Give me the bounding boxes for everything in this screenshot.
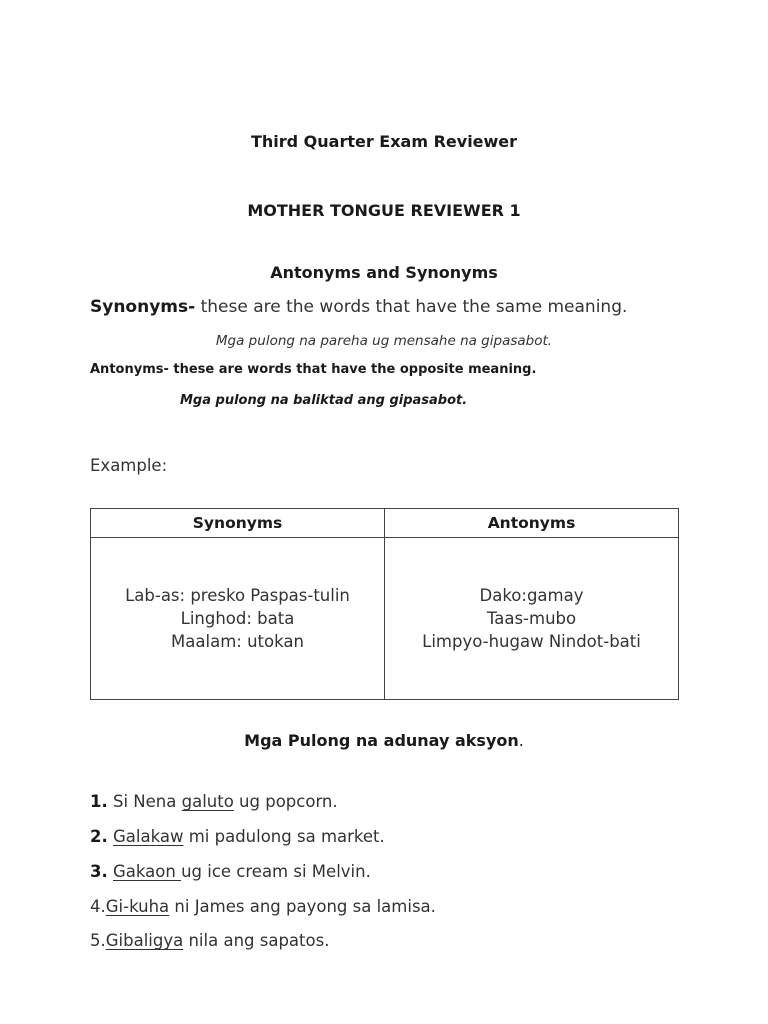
action-word: Gakaon [113,862,182,881]
list-item [90,931,329,950]
item-text: Si Nena [107,792,182,811]
item-text: ni James ang payong sa lamisa. [169,897,436,916]
item-number: 1. [90,792,108,811]
topic-title: Antonyms and Synonyms [270,263,498,282]
synonyms-term: Synonyms- [90,297,196,317]
example-label: Example: [90,456,168,475]
item-text: mi padulong sa market. [183,827,385,846]
list-item [90,827,385,846]
item-text: ug ice cream si Melvin. [181,862,371,881]
item-number: 3. [90,862,108,881]
list-item [90,862,371,881]
synonyms-translation: Mga pulong na pareha ug mensahe na gipasabot. [215,333,553,349]
item-text: nila ang sapatos. [183,931,330,950]
list-item [90,897,436,916]
antonym-pair: Dako:gamay [479,586,584,605]
document-title: Third Quarter Exam Reviewer [250,132,518,151]
table-header-synonyms: Synonyms [91,509,385,538]
synonym-pair: Lab-as: presko Paspas-tulin [125,586,350,605]
item-number: 2. [90,827,108,846]
antonyms-translation: Mga pulong na baliktad ang gipasabot. [180,393,468,408]
actions-heading-period: . [518,731,524,750]
antonym-pair: Taas-mubo [486,609,577,628]
examples-table [90,508,679,700]
action-word: Galakaw [113,827,184,846]
antonyms-cell [385,538,679,700]
antonym-pair: Limpyo-hugaw Nindot-bati [422,632,641,651]
synonyms-definition-text: these are the words that have the same meaning. [195,297,628,317]
table-row [91,538,679,700]
actions-heading [0,731,768,750]
subject-title: MOTHER TONGUE REVIEWER 1 [247,201,521,220]
action-word: Gibaligya [105,931,184,950]
actions-heading-text: Mga Pulong na adunay aksyon [244,731,519,750]
synonym-pair: Maalam: utokan [171,632,304,651]
item-text: ug popcorn. [233,792,338,811]
item-number: 4. [90,897,106,916]
action-word: Gi-kuha [105,897,170,916]
synonyms-cell [91,538,385,700]
synonym-pair: Linghod: bata [180,609,295,628]
table-header-antonyms: Antonyms [385,509,679,538]
table-header-row [91,509,679,538]
antonyms-definition: Antonyms- these are words that have the opposite meaning. [90,362,537,377]
item-number: 5. [90,931,106,950]
action-word: galuto [181,792,234,811]
synonyms-definition [90,297,627,317]
list-item [90,792,338,811]
